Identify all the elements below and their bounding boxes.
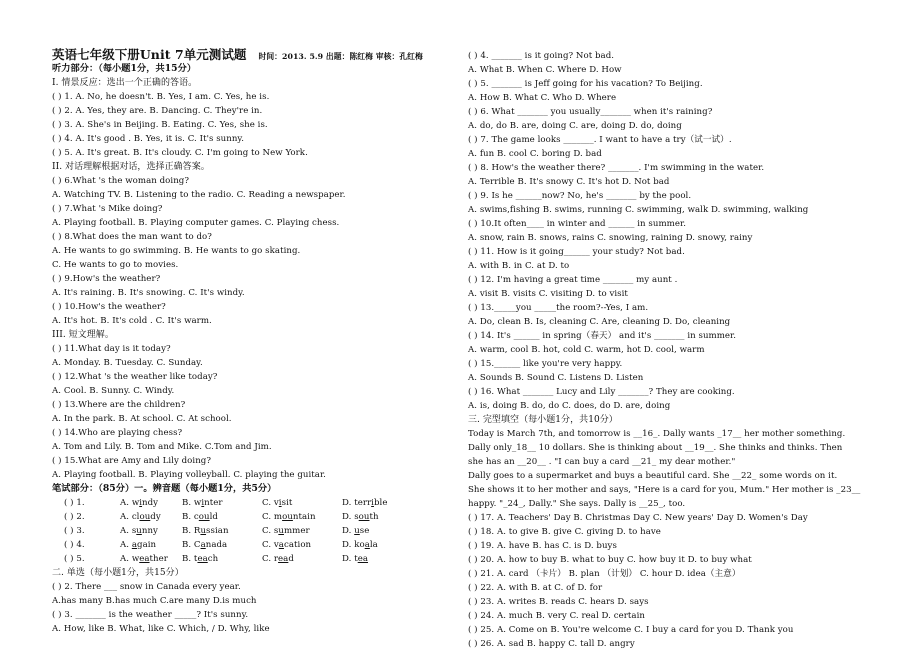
text-line: ( ) 5. _______ is Jeff going for his vacation? To Beijing. xyxy=(468,79,703,89)
underlined-letters: i xyxy=(139,498,143,508)
text-line: ( ) 3. A. She's in Beijing. B. Eating. C. Yes, she is. xyxy=(52,120,268,130)
exam-title: 英语七年级下册Unit 7单元测试题 xyxy=(52,47,247,62)
text-line: ( ) 18. A. to give B. give C. giving D. to have xyxy=(468,527,661,537)
text-line: happy. "_24_, Dally." She says. Dally is __25_, too. xyxy=(468,499,686,509)
text-line: ( ) 6.What 's the woman doing? xyxy=(52,176,189,186)
text-line: ( ) 9.How's the weather? xyxy=(52,274,161,284)
underlined-letters: i xyxy=(201,498,205,508)
text-line: 听力部分：（每小题1分，共15分） xyxy=(52,63,197,74)
text-line: ( ) 22. A. with B. at C. of D. for xyxy=(468,583,603,593)
phonetic-option: C. summer xyxy=(262,526,310,536)
text-line: ( ) 2. There ___ snow in Canada every year. xyxy=(52,582,241,592)
text-line: ( ) 19. A. have B. has C. is D. buys xyxy=(468,541,617,551)
text-line: A.has many B.has much C.are many D.is much xyxy=(52,596,257,606)
text-line: A. It's raining. B. It's snowing. C. It's windy. xyxy=(52,288,245,298)
text-line: ( ) 26. A. sad B. happy C. tall D. angry xyxy=(468,639,635,649)
text-line: 笔试部分：（85分）一。辨音题（每小题1分，共5分） xyxy=(52,483,277,494)
text-line: 二. 单选（每小题1分，共15分） xyxy=(52,568,184,578)
text-line: A. Terrible B. It's snowy C. It's hot D. Not bad xyxy=(468,177,670,187)
text-line: I. 情景反应：选出一个正确的答语。 xyxy=(52,78,198,88)
question-number: ( ) 2. xyxy=(64,512,85,522)
underlined-letters: a xyxy=(200,540,206,550)
text-line: ( ) 8. How's the weather there? _______. I'm swimming in the water. xyxy=(468,163,765,173)
underlined-letters: ea xyxy=(197,554,208,564)
text-line: ( ) 3. _______ is the weather _____? It's sunny. xyxy=(52,610,249,620)
text-line: ( ) 7. The game looks _______. I want to have a try（试一试）. xyxy=(468,135,732,145)
question-number: ( ) 5. xyxy=(64,554,85,564)
text-line: A. How B. What C. Who D. Where xyxy=(468,93,617,103)
underlined-letters: ou xyxy=(139,512,151,522)
text-line: 三. 完型填空（每小题1分，共10分） xyxy=(468,415,618,425)
text-line: ( ) 10.It often____ in winter and ______ in summer. xyxy=(468,219,686,229)
text-line: ( ) 12.What 's the weather like today? xyxy=(52,372,218,382)
phonetic-option: A. sunny xyxy=(120,526,158,536)
text-line: ( ) 23. A. writes B. reads C. hears D. says xyxy=(468,597,649,607)
phonetic-option: A. weather xyxy=(120,554,168,564)
text-line: ( ) 8.What does the man want to do? xyxy=(52,232,212,242)
text-line xyxy=(52,48,423,64)
text-line: ( ) 5. A. It's great. B. It's cloudy. C. I'm going to New York. xyxy=(52,148,308,158)
text-line: ( ) 11. How is it going______ your study? Not bad. xyxy=(468,247,685,257)
question-number: ( ) 1. xyxy=(64,498,85,508)
underlined-letters: u xyxy=(136,526,142,536)
text-line: ( ) 21. A. card （卡片） B. plan （计划） C. hour D. idea（主意） xyxy=(468,569,741,579)
phonetic-option: B. Canada xyxy=(182,540,228,550)
text-line: ( ) 9. Is he ______now? No, he's _______ by the pool. xyxy=(468,191,692,201)
text-line: ( ) 25. A. Come on B. You're welcome C. I buy a card for you D. Thank you xyxy=(468,625,794,635)
text-line: ( ) 13._____you _____the room?--Yes, I am. xyxy=(468,303,649,313)
text-line: ( ) 11.What day is it today? xyxy=(52,344,171,354)
text-line: A. It's hot. B. It's cold . C. It's warm. xyxy=(52,316,212,326)
phonetic-option: B. could xyxy=(182,512,218,522)
underlined-letters: ou xyxy=(198,512,210,522)
text-line: III. 短文理解。 xyxy=(52,330,114,340)
text-line: ( ) 15.What are Amy and Lily doing? xyxy=(52,456,212,466)
text-line: A. fun B. cool C. boring D. bad xyxy=(468,149,602,159)
text-line: A. Sounds B. Sound C. Listens D. Listen xyxy=(468,373,644,383)
phonetic-option: A. cloudy xyxy=(120,512,161,522)
text-line: She shows it to her mother and says, "Here is a card for you, Mum." Her mother is _23__ xyxy=(468,485,861,495)
text-line: A. with B. in C. at D. to xyxy=(468,261,570,271)
text-line: C. He wants to go to movies. xyxy=(52,260,179,270)
text-line: A. Cool. B. Sunny. C. Windy. xyxy=(52,386,175,396)
question-number: ( ) 3. xyxy=(64,526,85,536)
phonetic-option: D. south xyxy=(342,512,379,522)
text-line: A. do, do B. are, doing C. are, doing D. do, doing xyxy=(468,121,682,131)
text-line: A. visit B. visits C. visiting D. to visit xyxy=(468,289,628,299)
underlined-letters: a xyxy=(278,540,284,550)
underlined-letters: a xyxy=(131,540,138,550)
text-line: ( ) 6. What _______ you usually_______ when it's raining? xyxy=(468,107,713,117)
text-line: A. is, doing B. do, do C. does, do D. are, doing xyxy=(468,401,671,411)
phonetic-option: B. teach xyxy=(182,554,219,564)
underlined-letters: ea xyxy=(357,554,369,564)
underlined-letters: ea xyxy=(278,554,289,564)
underlined-letters: ou xyxy=(282,512,293,522)
text-line: A. Playing football. B. Playing volleyball. C. playing the guitar. xyxy=(52,470,326,480)
text-line: A. How, like B. What, like C. Which, / D. Why, like xyxy=(52,624,270,634)
underlined-letters: i xyxy=(371,498,374,508)
phonetic-option: C. vacation xyxy=(262,540,312,550)
text-line: Dally only_18__ 10 dollars. She is thinking about __19__. She thinks and thinks. Then xyxy=(468,443,843,453)
phonetic-option: D. use xyxy=(342,526,370,536)
text-line: ( ) 17. A. Teachers' Day B. Christmas Day C. New years' Day D. Women's Day xyxy=(468,513,808,523)
underlined-letters: ou xyxy=(358,512,370,522)
phonetic-option: D. terrible xyxy=(342,498,388,508)
underlined-letters: u xyxy=(200,526,207,536)
text-line: ( ) 24. A. much B. very C. real D. certain xyxy=(468,611,645,621)
phonetic-option: A. again xyxy=(120,540,157,550)
text-line: ( ) 1. A. No, he doesn't. B. Yes, I am. C. Yes, he is. xyxy=(52,92,270,102)
text-line: A. warm, cool B. hot, cold C. warm, hot D. cool, warm xyxy=(468,345,705,355)
text-line: A. Watching TV. B. Listening to the radio. C. Reading a newspaper. xyxy=(52,190,346,200)
text-line: ( ) 20. A. how to buy B. what to buy C. how buy it D. to buy what xyxy=(468,555,752,565)
question-number: ( ) 4. xyxy=(64,540,85,550)
text-line: A. Monday. B. Tuesday. C. Sunday. xyxy=(52,358,203,368)
text-line: A. Playing football. B. Playing computer games. C. Playing chess. xyxy=(52,218,340,228)
text-line: ( ) 12. I'm having a great time _______ my aunt . xyxy=(468,275,678,285)
phonetic-option: B. winter xyxy=(182,498,223,508)
text-line: ( ) 16. What _______ Lucy and Lily _______? They are cooking. xyxy=(468,387,735,397)
text-line: ( ) 4. A. It's good . B. Yes, it is. C. It's sunny. xyxy=(52,134,244,144)
phonetic-option: A. windy xyxy=(120,498,159,508)
text-line: ( ) 10.How's the weather? xyxy=(52,302,166,312)
text-line: ( ) 2. A. Yes, they are. B. Dancing. C. They're in. xyxy=(52,106,263,116)
underlined-letters: ea xyxy=(139,554,150,564)
text-line: A. He wants to go swimming. B. He wants to go skating. xyxy=(52,246,301,256)
text-line: A. swims,fishing B. swims, running C. swimming, walk D. swimming, walking xyxy=(468,205,809,215)
text-line: Today is March 7th, and tomorrow is __16_. Dally wants _17__ her mother something. xyxy=(468,429,846,439)
exam-meta: 时间：2013. 5.9 出题：陈红梅 审核：孔红梅 xyxy=(258,52,423,61)
text-line: A. In the park. B. At school. C. At school. xyxy=(52,414,232,424)
text-line: she has an __20__ . "I can buy a card __21_ my dear mother." xyxy=(468,457,736,467)
text-line: ( ) 14. It's ______ in spring（春天） and it's _______ in summer. xyxy=(468,331,737,341)
text-line: ( ) 15.______ like you're very happy. xyxy=(468,359,623,369)
text-line: II. 对话理解根据对话，选择正确答案。 xyxy=(52,162,210,172)
text-line: A. What B. When C. Where D. How xyxy=(468,65,622,75)
phonetic-option: D. koala xyxy=(342,540,378,550)
text-line: ( ) 13.Where are the children? xyxy=(52,400,186,410)
phonetic-option: C. mountain xyxy=(262,512,316,522)
text-line: ( ) 4. _______ is it going? Not bad. xyxy=(468,51,615,61)
phonetic-option: C. read xyxy=(262,554,294,564)
underlined-letters: u xyxy=(354,526,360,536)
text-line: ( ) 7.What 's Mike doing? xyxy=(52,204,163,214)
underlined-letters: i xyxy=(278,498,282,508)
phonetic-option: B. Russian xyxy=(182,526,229,536)
underlined-letters: a xyxy=(364,540,370,550)
text-line: ( ) 14.Who are playing chess? xyxy=(52,428,183,438)
text-line: A. snow, rain B. snows, rains C. snowing, raining D. snowy, rainy xyxy=(468,233,753,243)
text-line: Dally goes to a supermarket and buys a beautiful card. She __22_ some words on it. xyxy=(468,471,838,481)
phonetic-option: D. tea xyxy=(342,554,369,564)
phonetic-option: C. visit xyxy=(262,498,293,508)
text-line: A. Tom and Lily. B. Tom and Mike. C.Tom and Jim. xyxy=(52,442,272,452)
underlined-letters: u xyxy=(278,526,284,536)
text-line: A. Do, clean B. Is, cleaning C. Are, cleaning D. Do, cleaning xyxy=(468,317,731,327)
